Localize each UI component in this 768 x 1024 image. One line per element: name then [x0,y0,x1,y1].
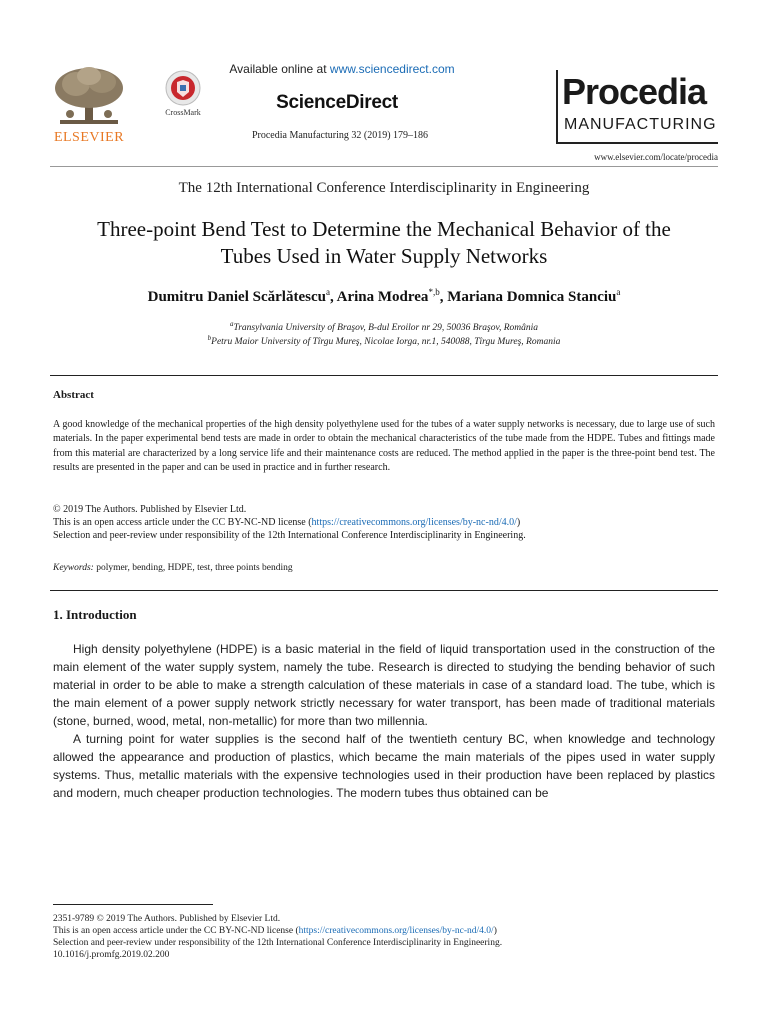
affiliation-text: Transylvania University of Braşov, B-dul Eroilor nr 29, 50036 Braşov, România [233,323,539,334]
peer-review-line: Selection and peer-review under responsibility of the 12th International Conference Interdisciplinarity in Engineering. [53,530,526,541]
footnote-license-close: ) [493,926,497,936]
abstract-body: A good knowledge of the mechanical properties of the high density polyethylene used for the tubes of a water supply networks is necessary, due to large use of such materials. In the paper experimental bend tests are made in order to obtain the mechanical characteristics of the tube made from the HDPE. Tubes and fittings made from this material are characterized by a long service life and their maintenance costs are reduced. The method applied in the paper is the three-point bend test. The results are presented in the paper and can be used in practice and in further research. [53,419,715,474]
footnote-issn: 2351-9789 © 2019 The Authors. Published by Elsevier Ltd. [53,914,281,924]
crossmark-badge[interactable] [158,70,208,120]
license-close: ) [516,517,521,528]
elsevier-wordmark: ELSEVIER [53,130,125,145]
copyright-block [53,503,715,542]
affiliation-b [50,334,718,347]
affiliation-text: Petru Maior University of Tîrgu Mureş, Nicolae Iorga, nr.1, 540088, Tîrgu Mureş, Romania [211,337,561,348]
footnote-license-text: This is an open access article under the CC BY-NC-ND license ( [53,926,299,936]
paper-title-line-1: Three-point Bend Test to Determine the Mechanical Behavior of the [97,217,671,241]
author-2: Arina Modrea [336,289,429,305]
author-1-affil: a [325,287,330,297]
author-3: Mariana Domnica Stanciu [447,289,617,305]
author-3-affil: a [616,287,621,297]
abstract-heading: Abstract [53,389,94,401]
procedia-title: Procedia [562,71,707,112]
footnote-review: Selection and peer-review under responsibility of the 12th International Conference Interdisciplinarity in Engineering. [53,938,503,948]
abstract-top-rule [50,375,718,376]
keywords-label: Keywords: [53,563,94,573]
keywords-line [53,563,715,573]
crossmark-icon [158,70,208,110]
procedia-logo [556,70,718,144]
footnote-doi[interactable]: 10.1016/j.promfg.2019.02.200 [53,950,170,960]
elsevier-logo [50,66,128,148]
journal-citation: Procedia Manufacturing 32 (2019) 179–186 [251,130,429,141]
paper-title-line-2: Tubes Used in Water Supply Networks [220,244,548,268]
license-text: This is an open access article under the CC BY-NC-ND license ( [53,517,312,528]
procedia-subtitle: MANUFACTURING [564,116,717,133]
affiliation-marker: b [207,334,212,342]
footnote-license-link[interactable]: https://creativecommons.org/licenses/by-nc-nd/4.0/ [298,926,494,936]
abstract-bottom-rule [50,590,718,591]
section-heading-introduction: 1. Introduction [53,607,137,622]
paragraph: A turning point for water supplies is the second half of the twentieth century BC, when knowledge and technology allowed the appearance and production of plastics, which became the main materials of the pipes used in water supply systems. Thus, metallic materials with the expensive technologies used in their production have been replaced by plastics and modern, much cheaper production technologies. The modern tubes thus obtained can be [53,732,715,800]
header-divider [50,166,718,167]
keywords-list: polymer, bending, HDPE, test, three points bending [93,563,293,573]
elsevier-tree-icon [50,66,128,128]
author-separator: , [439,289,448,305]
footnote-rule [53,904,213,905]
journal-url[interactable]: www.elsevier.com/locate/procedia [594,152,718,162]
available-online-text: Available online at [229,62,330,76]
conference-name: The 12th International Conference Interdisciplinarity in Engineering [178,180,590,196]
affiliation-marker: a [229,320,234,328]
crossmark-label: CrossMark [165,108,201,117]
paragraph: High density polyethylene (HDPE) is a basic material in the field of liquid transportation used in the construction of the main element of the water supply system, namely the tube. Research is directed to studying the bending behavior of such material in order to be able to make a strength calculation of these materials in case of a standard load. The tube, which is the main element of a power supply network strictly necessary for water transport, has been made of traditional materials (stone, burned, wood, metal, non-metallic) for more than two millennia. [53,642,715,728]
license-line [53,516,715,529]
copyright-line: © 2019 The Authors. Published by Elsevier Ltd. [53,504,247,515]
author-separator: , [329,289,337,305]
author-list [50,287,718,306]
license-link[interactable]: https://creativecommons.org/licenses/by-nc-nd/4.0/ [311,517,517,528]
affiliation-a [50,320,718,333]
footnote-block [53,913,715,961]
author-2-affil: *,b [428,287,440,297]
introduction-body [53,640,715,802]
available-online-line [222,62,462,76]
sciencedirect-wordmark: ScienceDirect [276,92,398,113]
sciencedirect-link[interactable]: www.sciencedirect.com [329,62,455,76]
paper-title [50,216,718,270]
author-1: Dumitru Daniel Scărlătescu [147,289,326,305]
footnote-license [53,925,715,937]
